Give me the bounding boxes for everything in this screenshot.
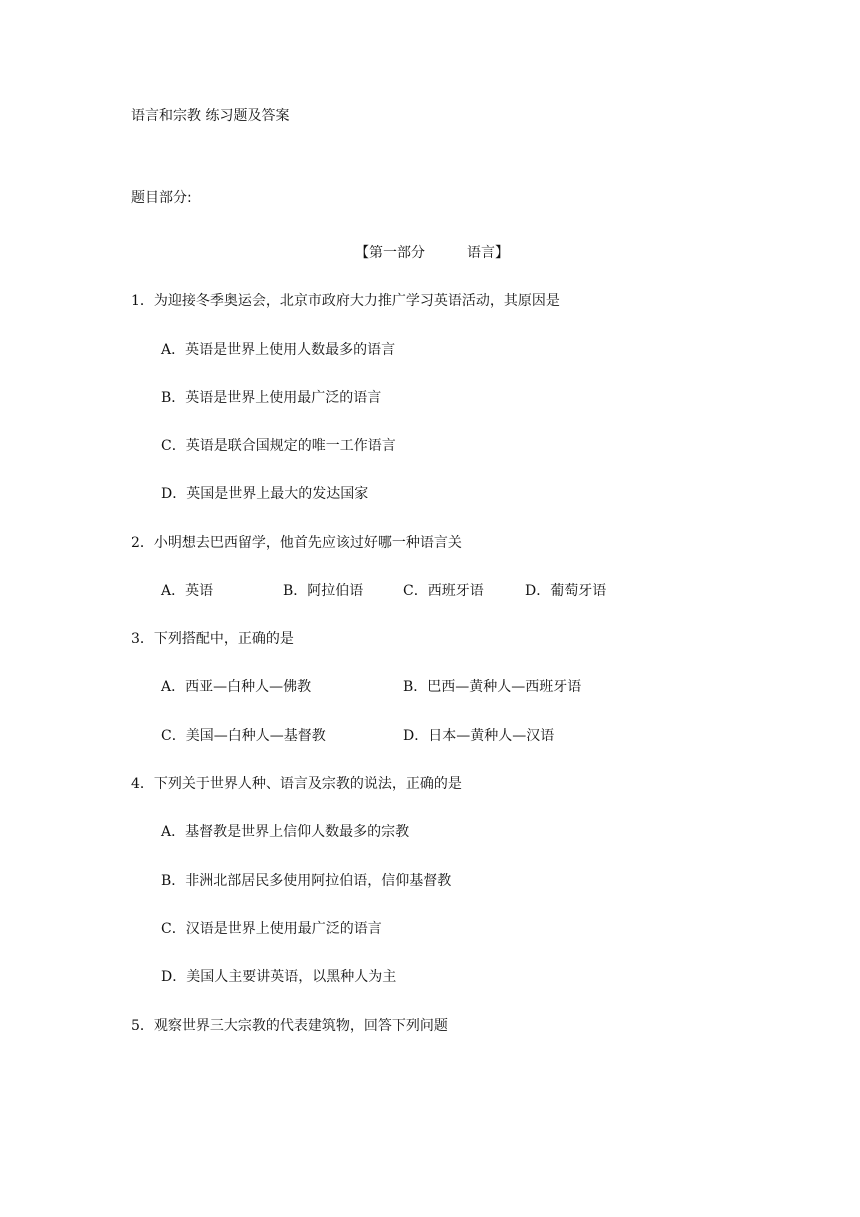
question-2-option-c: C．西班牙语	[403, 583, 484, 599]
section-label: 题目部分:	[131, 190, 192, 206]
question-3-option-b: B．巴西—黄种人—西班牙语	[403, 679, 582, 695]
question-3-option-a: A．西亚—白种人—佛教	[161, 679, 312, 695]
question-2-option-a: A．英语	[161, 583, 214, 599]
question-5-stem: 5．观察世界三大宗教的代表建筑物，回答下列问题	[131, 1018, 448, 1034]
part-heading	[355, 243, 509, 263]
question-4-stem: 4．下列关于世界人种、语言及宗教的说法，正确的是	[131, 776, 462, 792]
question-4-option-b: B．非洲北部居民多使用阿拉伯语，信仰基督教	[161, 873, 452, 889]
question-1-stem: 1．为迎接冬季奥运会，北京市政府大力推广学习英语活动，其原因是	[131, 293, 560, 309]
question-1-option-a: A．英语是世界上使用人数最多的语言	[161, 342, 396, 358]
part-heading-right: 语言】	[467, 245, 509, 261]
document-title: 语言和宗教 练习题及答案	[131, 108, 290, 124]
question-2-stem: 2．小明想去巴西留学，他首先应该过好哪一种语言关	[131, 535, 462, 551]
question-2-option-d: D．葡萄牙语	[525, 583, 607, 599]
question-4-option-c: C．汉语是世界上使用最广泛的语言	[161, 921, 382, 937]
question-1-option-b: B．英语是世界上使用最广泛的语言	[161, 390, 382, 406]
question-3-option-c: C．美国—白种人—基督教	[161, 728, 326, 744]
question-4-option-a: A．基督教是世界上信仰人数最多的宗教	[161, 824, 410, 840]
question-1-option-d: D．英国是世界上最大的发达国家	[161, 486, 369, 502]
part-heading-left: 【第一部分	[355, 245, 425, 261]
question-4-option-d: D．美国人主要讲英语，以黑种人为主	[161, 969, 397, 985]
question-3-stem: 3．下列搭配中，正确的是	[131, 631, 294, 647]
question-2-option-b: B．阿拉伯语	[283, 583, 364, 599]
question-3-option-d: D．日本—黄种人—汉语	[403, 728, 555, 744]
question-1-option-c: C．英语是联合国规定的唯一工作语言	[161, 438, 396, 454]
